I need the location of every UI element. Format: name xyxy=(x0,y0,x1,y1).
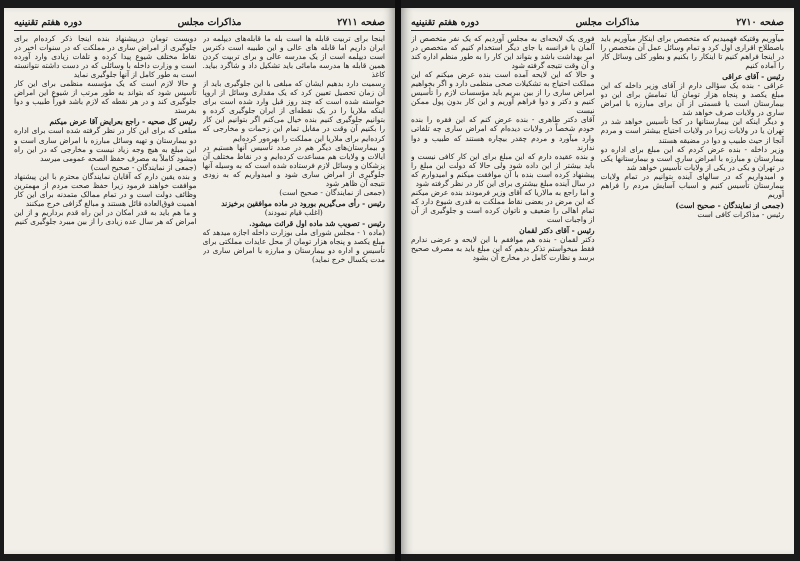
closing-line: رئیس - تصویب شد ماده اول قرائت میشود. xyxy=(249,218,385,228)
right-page-header xyxy=(411,14,784,31)
paragraph: میآوریم وقتیکه فهمیدیم که متخصص برای اینکار میآوریم باید باصطلاح اقراری اول کرد و تمام وسائل عمل آن متخصص را در اینجا فراهم کنیم تا اینکار را بکنیم و بطور کلی وسائل کار را آماده کنیم xyxy=(600,34,784,71)
left-page-col-1 xyxy=(203,34,386,549)
paragraph: و بنده یقین دارم که آقایان نمایندگان محترم با این پیشنهاد موافقت خواهند فرمود زیرا حفظ صحت مردم از مهمترین وظائف دولت است و در تمام ممالک متمدنه برای این کار اهمیت فوق‌العاده قائل هستند و مبالغ گزافی خرج میکنند xyxy=(14,171,197,208)
speaker-heading: رئیس - آقای عراقی xyxy=(722,72,784,82)
vote-result: (اغلب قیام نمودند) xyxy=(264,207,323,217)
left-page xyxy=(4,8,395,554)
left-page-col-2 xyxy=(14,34,197,549)
paragraph: و بیمارستان‌های دیگر هم در صدد تأسیس آنها هستیم در ایالات و ولایات هم مساعدت کرده‌ایم و در نقاط مختلف آن پزشکان و وسائل لازم فرستاده شده است که به وسیله آنها جلوگیری از امراض ساری شود و امیدواریم که به زودی نتیجه آن ظاهر شود xyxy=(202,142,385,188)
paragraph: دویست تومان درپیشنهاد بنده اینجا ذکر کرده‌ام برای جلوگیری از امراض ساری در مملکت که در سنوات اخیر در نقاط مختلف شیوع پیدا کرده و تلفات زیادی وارد آورده است و وزارت داخله با وسائلی که در دست داشته نتوانسته است به طور کامل از آنها جلوگیری نماید xyxy=(14,34,197,80)
left-header-page-number: صفحه ۲۷۱۱ xyxy=(337,16,385,28)
paragraph: فوری یک لایحه‌ای به مجلس آوردیم که یک نفر متخصص از آلمان یا فرانسه یا جای دیگر استخدام کنیم که متخصص در امر بهداشت باشد و بتواند این کار را به طور منظم اداره کند و آن وقت نتیجه گرفته شود xyxy=(411,34,595,71)
left-header-title: مذاکرات مجلس xyxy=(177,16,242,28)
paragraph: آقای دکتر طاهری - بنده عرض کنم که این فقره را بنده خودم شخصاً در ولایات دیده‌ام که امراض ساری چه تلفاتی وارد میآورد و مردم چقدر بیچاره هستند که طبیب و دوا ندارند xyxy=(411,115,595,152)
right-page-col-1 xyxy=(601,34,785,549)
paragraph: و امیدواریم که در سالهای آینده بتوانیم در تمام ولایات بیمارستان تأسیس کنیم و اسباب آسایش مردم را فراهم آوریم xyxy=(600,171,784,199)
paragraph: دکتر لقمان - بنده هم موافقم با این لایحه و عرضی ندارم فقط میخواستم تذکر بدهم که این مبلغ باید به مصرف صحیح برسد و نظارت کامل در مخارج آن بشود xyxy=(411,235,595,263)
article-heading: (ماده ۱ - مجلس شورای ملی بوزارت داخله اجازه میدهد که مبلغ یکصد و پنجاه هزار تومان از محل عایدات مملکتی برای تأسیس و اداره دو بیمارستان و مبارزه با امراض ساری در مدت یکسال خرج نماید) xyxy=(202,227,385,265)
right-header-page-number: صفحه ۲۷۱۰ xyxy=(736,16,784,28)
left-page-header xyxy=(14,14,385,31)
left-page-columns xyxy=(14,34,385,549)
paragraph: مبلغی که برای این کار در نظر گرفته شده است برای اداره دو بیمارستان و تهیه وسائل مبارزه با امراض ساری است و این مبلغ به هیچ وجه زیاد نیست و مخارجی که در این راه میشود کاملاً به مصرف حفظ الصحه عمومی میرسد xyxy=(14,126,197,163)
paragraph: (جمعی از نمایندگان - صحیح است) xyxy=(279,187,385,197)
paragraph: رئیس - مذاکرات کافی است xyxy=(697,209,784,219)
paragraph: رسمیت دارد بدهیم ایشان که مبلغی با این جلوگیری باید از آن زمان تحصیل تعیین کرد که یک مقداری وسائل از اروپا خواسته شده است که چند روز قبل وارد شده است برای اینکه ملاریا را در یک نقطه‌ای از ایران جلوگیری کرده و بتوانیم جلوگیری کنیم بنده خیال می‌کنم اگر بتوانیم این کار را بکنیم آن وقت در مقابل تمام این زحمات و مخارجی که کرده‌ایم برای ملاریا این مملکت را بهره‌ور کرده‌ایم xyxy=(202,79,385,143)
speaker-heading: رئیس کل صحیه - راجع بعرایض آقا عرض میکنم xyxy=(49,117,197,127)
right-page-col-2 xyxy=(411,34,595,549)
speaker-heading: (جمعی از نمایندگان - صحیح است) xyxy=(675,200,784,210)
paragraph: (جمعی از نمایندگان - صحیح است) xyxy=(90,162,197,172)
paragraph: اینجا برای تربیت قابله ها است بله ما قابله‌های دیپلمه در ایران داریم اما قابله های عالی و این طبیبه است دکترس است دیپلمه است از یک مدرسه عالی و برای تربیت کردن همین قابله ها مدرسه مامائی باید تشکیل داد و شاگرد بیاید. کاغذ xyxy=(202,34,385,80)
paragraph: و دیگر اینکه این بیمارستانها در کجا تأسیس خواهد شد در تهران یا در ولایات زیرا در ولایات احتیاج بیشتر است و مردم آنجا از حیث طبیب و دوا در مضیقه هستند xyxy=(600,117,784,145)
right-page xyxy=(401,8,794,554)
left-header-series: دوره هفتم تقنینیه xyxy=(14,16,83,28)
right-header-series: دوره هفتم تقنینیه xyxy=(411,16,480,28)
paragraph: رئیس - رأی می‌گیریم بورود در ماده موافقین برخیزند xyxy=(221,198,385,208)
speaker-heading: رئیس - آقای دکتر لقمان xyxy=(519,225,595,235)
paragraph: و حالا لازم است که یک مؤسسه منظمی برای این کار تأسیس شود که بتواند به طور مرتب از شیوع این امراض جلوگیری کند و در هر نقطه که لازم باشد فوراً طبیب و دوا بفرستد xyxy=(14,79,197,116)
paragraph: عراقی - بنده یک سؤالی دارم از آقای وزیر داخله که این مبلغ یکصد و پنجاه هزار تومان آیا تمامش برای این دو بیمارستان است یا قسمتی از آن برای مبارزه با امراض ساری در ولایات صرف خواهد شد xyxy=(600,81,784,118)
paragraph: و اما راجع به مالاریا که آقای وزیر فرمودند بنده عرض میکنم که این مرض در بعضی نقاط مملکت به قدری شیوع دارد که تمام اهالی را ضعیف و ناتوان کرده است و جلوگیری از آن از واجبات است xyxy=(411,187,595,224)
paragraph: و ما هم باید به قدر امکان در این راه قدم برداریم و از این امراض که هر سال عده زیادی را از بین میبرد جلوگیری کنیم xyxy=(14,207,197,226)
right-header-title: مذاکرات مجلس xyxy=(575,16,640,28)
paragraph: وزیر داخله - بنده عرض کردم که این مبلغ برای اداره دو بیمارستان و مبارزه با امراض ساری است و بیمارستانها یکی در تهران و یکی در یکی از ولایات تأسیس خواهد شد xyxy=(600,144,784,172)
paragraph: و بنده عقیده دارم که این مبلغ برای این کار کافی نیست و باید بیشتر از این داده شود ولی حالا که دولت این مبلغ را پیشنهاد کرده است بنده با آن موافقت میکنم و امیدوارم که در سال آینده مبلغ بیشتری برای این کار در نظر گرفته شود xyxy=(411,151,595,188)
paragraph: و حالا که این لایحه آمده است بنده عرض میکنم که این مملکت احتیاج به تشکیلات صحی منظمی دارد و اگر بخواهیم امراض ساری را از بین ببریم باید مؤسسات لازم را تأسیس کنیم و دکتر و دوا فراهم آوریم و این کار بدون پول ممکن نیست xyxy=(411,70,595,116)
right-page-columns xyxy=(411,34,784,549)
